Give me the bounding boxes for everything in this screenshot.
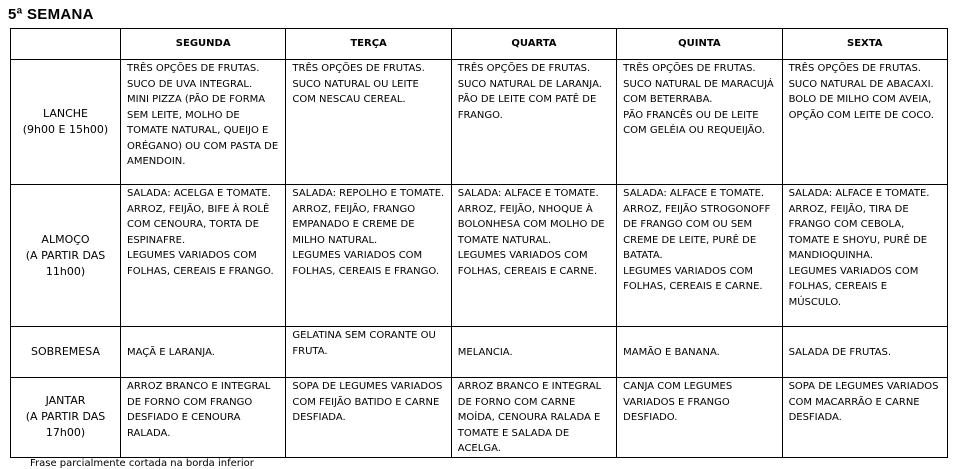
menu-cell: TRÊS OPÇÕES DE FRUTAS. SUCO NATURAL DE ABACAXI. BOLO DE MILHO COM AVEIA, OPÇÃO COM LEITE DE COCO.: [782, 60, 947, 185]
meal-label-jantar: [11, 378, 121, 458]
meal-label-line: SOBREMESA: [31, 345, 100, 358]
footnote-text: Frase parcialmente cortada na borda inferior: [30, 458, 254, 469]
menu-cell: CANJA COM LEGUMES VARIADOS E FRANGO DESFIADO.: [617, 378, 782, 458]
meal-label-line: 17h00): [45, 426, 86, 440]
meal-row-jantar: [11, 378, 948, 458]
menu-cell: ARROZ BRANCO E INTEGRAL DE FORNO COM CARNE MOÍDA, CENOURA RALADA E TOMATE E SALADA DE ACELGA.: [451, 378, 616, 458]
menu-cell: TRÊS OPÇÕES DE FRUTAS. SUCO NATURAL DE MARACUJÁ COM BETERRABA. PÃO FRANCÊS OU DE LEITE COM GELÉIA OU REQUEIJÃO.: [617, 60, 782, 185]
week-title: 5ª SEMANA: [8, 6, 94, 23]
menu-cell: GELATINA SEM CORANTE OU FRUTA.: [286, 327, 451, 378]
menu-cell: ARROZ BRANCO E INTEGRAL DE FORNO COM FRANGO DESFIADO E CENOURA RALADA.: [121, 378, 286, 458]
header-corner-cell: [11, 29, 121, 60]
meal-label-line: (A PARTIR DAS: [25, 248, 106, 262]
meal-label-almoco: [11, 185, 121, 327]
weekly-menu-table: [10, 28, 948, 458]
day-header-quinta: QUINTA: [617, 29, 782, 60]
meal-label-line: (A PARTIR DAS: [25, 410, 106, 424]
menu-cell: MELANCIA.: [451, 327, 616, 378]
meal-label-lanche: [11, 60, 121, 185]
menu-cell: SOPA DE LEGUMES VARIADOS COM FEIJÃO BATIDO E CARNE DESFIADA.: [286, 378, 451, 458]
meal-label-line: JANTAR: [45, 394, 86, 408]
meal-row-lanche: [11, 60, 948, 185]
menu-cell: SALADA: ACELGA E TOMATE. ARROZ, FEIJÃO, BIFE À ROLÊ COM CENOURA, TORTA DE ESPINAFRE. LEGUMES VARIADOS COM FOLHAS, CEREAIS E FRANGO.: [121, 185, 286, 327]
menu-cell: SOPA DE LEGUMES VARIADOS COM MACARRÃO E CARNE DESFIADA.: [782, 378, 947, 458]
menu-cell: SALADA: ALFACE E TOMATE. ARROZ, FEIJÃO, NHOQUE À BOLONHESA COM MOLHO DE TOMATE NATURAL. LEGUMES VARIADOS COM FOLHAS, CEREAIS E CARNE.: [451, 185, 616, 327]
menu-cell: SALADA: ALFACE E TOMATE. ARROZ, FEIJÃO STROGONOFF DE FRANGO COM OU SEM CREME DE LEITE, PURÊ DE BATATA. LEGUMES VARIADOS COM FOLHAS, CEREAIS E CARNE.: [617, 185, 782, 327]
menu-cell: TRÊS OPÇÕES DE FRUTAS. SUCO DE UVA INTEGRAL. MINI PIZZA (PÃO DE FORMA SEM LEITE, MOLHO DE TOMATE NATURAL, QUEIJO E ORÉGANO) OU COM PASTA DE AMENDOIN.: [121, 60, 286, 185]
menu-cell: SALADA: REPOLHO E TOMATE. ARROZ, FEIJÃO, FRANGO EMPANADO E CREME DE MILHO NATURAL. LEGUMES VARIADOS COM FOLHAS, CEREAIS E FRANGO.: [286, 185, 451, 327]
header-row: [11, 29, 948, 60]
meal-label-line: ALMOÇO: [41, 232, 90, 246]
meal-label-line: LANCHE: [42, 107, 89, 120]
day-header-quarta: QUARTA: [451, 29, 616, 60]
meal-row-sobremesa: [11, 327, 948, 378]
meal-row-almoco: [11, 185, 948, 327]
day-header-sexta: SEXTA: [782, 29, 947, 60]
menu-cell: TRÊS OPÇÕES DE FRUTAS. SUCO NATURAL OU LEITE COM NESCAU CEREAL.: [286, 60, 451, 185]
meal-label-sobremesa: [11, 327, 121, 378]
meal-label-line: 11h00): [45, 264, 86, 278]
menu-cell: SALADA DE FRUTAS.: [782, 327, 947, 378]
menu-cell: TRÊS OPÇÕES DE FRUTAS. SUCO NATURAL DE LARANJA. PÃO DE LEITE COM PATÊ DE FRANGO.: [451, 60, 616, 185]
menu-cell: SALADA: ALFACE E TOMATE. ARROZ, FEIJÃO, TIRA DE FRANGO COM CEBOLA, TOMATE E SHOYU, PURÊ DE MANDIOQUINHA. LEGUMES VARIADOS COM FOLHAS, CEREAIS E MÚSCULO.: [782, 185, 947, 327]
day-header-segunda: SEGUNDA: [121, 29, 286, 60]
meal-label-line: (9h00 E 15h00): [22, 123, 109, 136]
day-header-terca: TERÇA: [286, 29, 451, 60]
menu-cell: MAÇÃ E LARANJA.: [121, 327, 286, 378]
menu-cell: MAMÃO E BANANA.: [617, 327, 782, 378]
